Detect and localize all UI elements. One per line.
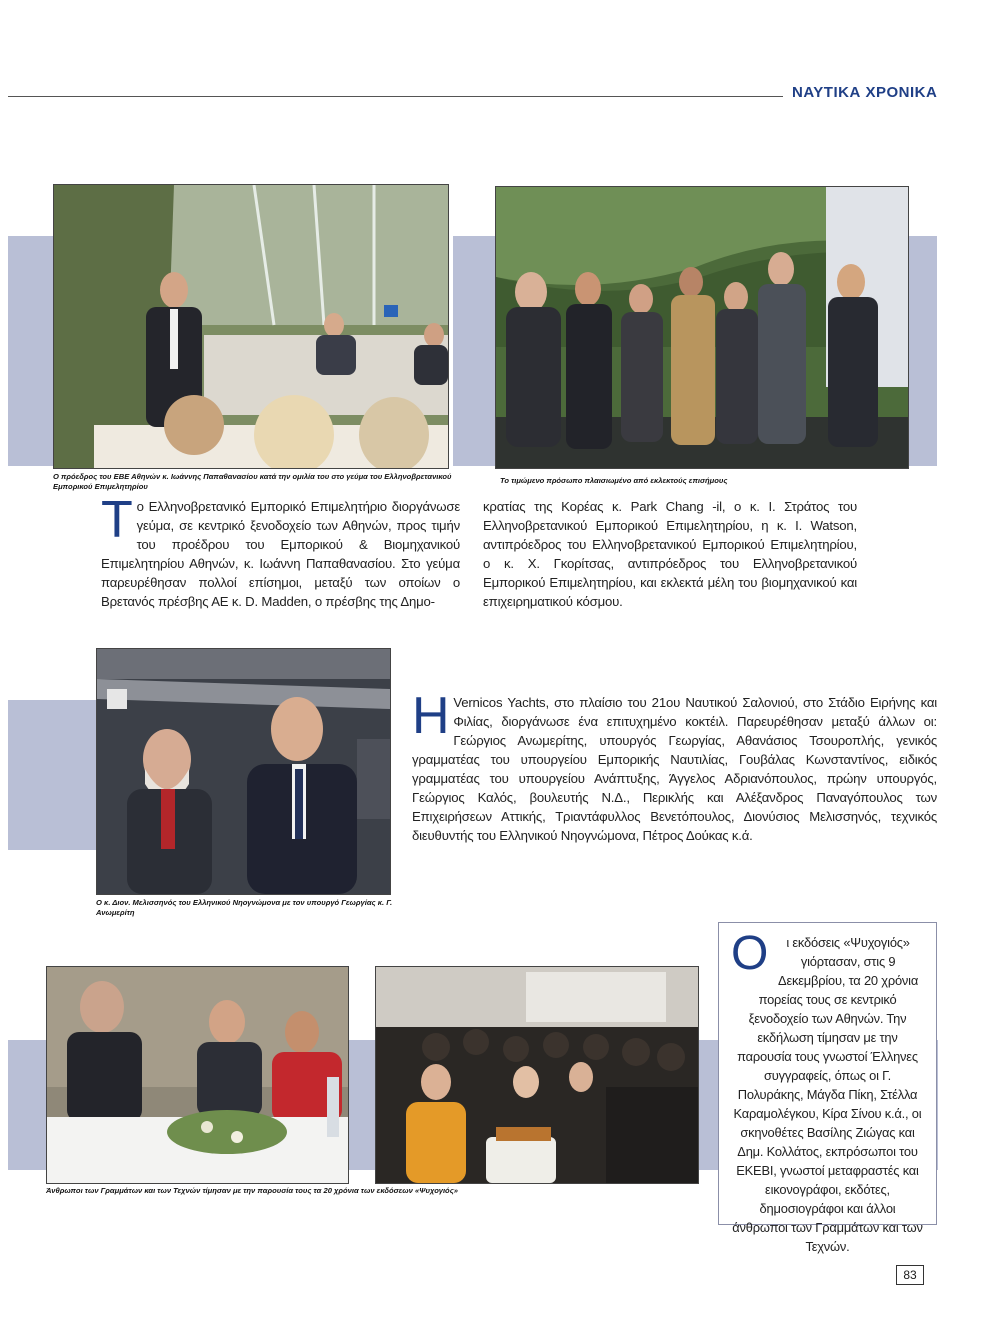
caption-photo-2: Το τιμώμενο πρόσωπο πλαισιωμένο από εκλεκτούς επισήμους	[500, 476, 728, 485]
article1-column-2	[483, 497, 857, 611]
article3-dropcap: Ο	[731, 927, 769, 980]
article1-dropcap: Τ	[101, 491, 133, 549]
header-rule	[8, 96, 783, 97]
article1-col1-text: ο Ελληνοβρετανικό Εμπορικό Επιμελητήριο διοργάνωσε γεύμα, σε κεντρικό ξενοδοχείο των Αθηνών, προς τιμήν του προέδρου του Εμπορικού & Βιομηχανικού Επιμελητηρίου Αθηνών, κ. Ιωάννη Παπαθανασίου. Στο γεύμα παρευρέθησαν πολλοί επίσημοι, μεταξύ των οποίων ο Βρετανός πρέσβης ΑΕ κ. D. Madden, ο πρέσβης της Δημο-	[101, 499, 460, 609]
page-number: 83	[896, 1265, 924, 1285]
article3-body	[731, 927, 924, 1256]
article2-text: Vernicos Yachts, στο πλαίσιο του 21ου Ναυτικού Σαλονιού, στο Στάδιο Ειρήνης και Φιλίας, διοργάνωσε ένα επιτυχημένο κοκτέιλ. Παρευρέθησαν μεταξύ άλλων οι: Γεώργιος Ανωμερίτης, υπουργός Γεωργίας, Αθανάσιος Τσουροπλής, γενικός γραμματέας του υπουργείου Εμπορικής Ναυτιλίας, Γουβάλας Κωνσταντίνος, ειδικός γραμματέας του υπουργείου Ανάπτυξης, Άγγελος Αδριανόπουλος, πρώην υπουργός, Γεώργιος Καλός, βουλευτής Ν.Δ., Περικλής και Αλέξανδρος Παναγόπουλος των Επιχειρήσεων Αττικής, Τριαντάφυλλος Βενετόπουλος, Διονύσιος Μελισσηνός, τεχνικός διευθυντής του Ελληνικού Νηογνώμονα, Πέτρος Δούκας κ.ά.	[412, 695, 937, 843]
article3-text: ι εκδόσεις «Ψυχογιός» γιόρτασαν, στις 9 Δεκεμβρίου, τα 20 χρόνια πορείας τους σε κεντρικό ξενοδοχείο των Αθηνών. Την εκδήλωση τίμησαν με την παρουσία τους γνωστοί Έλληνες συγγραφείς, όπως οι Γ. Πολυράκης, Μάγδα Πίκη, Στέλλα Καραμολέγκου, Κίρα Σίνου κ.ά., οι σκηνοθέτες Βασίλης Ζιώγας και Δημ. Κολλάτος, εκπρόσωποι του ΕΚΕΒΙ, γνωστοί μεταφραστές και εικονογράφοι, εκδότες, δημοσιογράφοι και άλλοι άνθρωποι των Γραμμάτων και των Τεχνών.	[732, 935, 923, 1254]
decor-band-2	[453, 236, 498, 466]
photo-officials-group	[495, 186, 909, 469]
caption-photo-3: Ο κ. Διον. Μελισσηνός του Ελληνικού Νηογνώμονα με τον υπουργό Γεωργίας κ. Γ. Ανωμερίτη	[96, 898, 393, 917]
decor-band-3	[905, 236, 937, 466]
photo-celebration-crowd	[375, 966, 699, 1184]
section-title: ΝΑΥΤΙΚΑ ΧΡΟΝΙΚΑ	[792, 84, 938, 101]
photo-two-men	[96, 648, 391, 895]
article1-column-1	[101, 491, 460, 611]
article1-col2-text: κρατίας της Κορέας κ. Park Chang -il, ο κ. Ι. Στράτος του Ελληνοβρετανικού Εμπορικού Επιμελητηρίου, η κ. Ι. Watson, αντιπρόεδρος του Ελληνοβρετανικού Εμπορικού Επιμελητηρίου, ο κ. Χ. Γκορίτσας, αντιπρόεδρος του Ελληνοβρετανικού Εμπορικού Επιμελητηρίου, και εκλεκτά μέλη του βιομηχανικού και επιχειρηματικού κόσμου.	[483, 499, 857, 609]
photo-speaker-at-lunch	[53, 184, 449, 469]
article3-box	[718, 922, 937, 1254]
caption-photos-4-5: Άνθρωποι των Γραμμάτων και των Τεχνών τίμησαν με την παρουσία τους τα 20 χρόνια των εκδόσεων «Ψυχογιός»	[46, 1186, 458, 1195]
photo-panel-table	[46, 966, 349, 1184]
decor-band-4	[8, 700, 96, 850]
decor-band-1	[8, 236, 53, 466]
article2-body	[412, 687, 937, 845]
caption-photo-1: Ο πρόεδρος του ΕΒΕ Αθηνών κ. Ιωάννης Παπαθανασίου κατά την ομιλία του στο γεύμα του Ελληνοβρετανικού Εμπορικού Επιμελητηρίου	[53, 472, 452, 491]
article2-dropcap: Η	[412, 687, 450, 745]
